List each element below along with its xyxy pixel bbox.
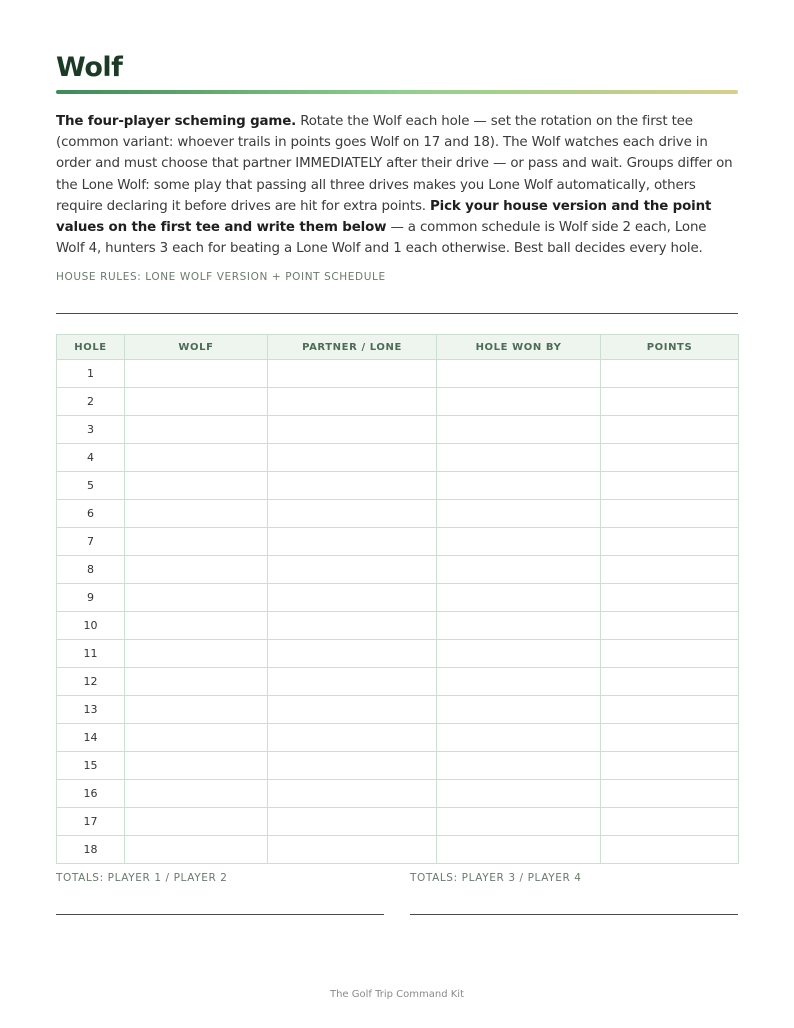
intro-text-1: Rotate the Wolf each hole — set the rotation on the first tee (common variant: whoever trails in points goes Wolf on 17 and 18). The Wolf watches each drive in order and must choose that partner IMMEDIATELY after their drive — or pass and wait. Groups differ on the Lone Wolf: some play that passing all three drives makes you Lone Wolf automatically, others require declaring it before drives are hit for extra points.	[56, 114, 733, 214]
points-cell[interactable]	[601, 472, 739, 500]
table-row	[57, 584, 739, 612]
totals-left-write-line[interactable]	[56, 914, 384, 915]
wolf-cell[interactable]	[125, 500, 268, 528]
wolf-cell[interactable]	[125, 696, 268, 724]
hole-won-by-cell[interactable]	[437, 584, 601, 612]
page	[56, 0, 738, 1028]
wolf-cell[interactable]	[125, 780, 268, 808]
footer: The Golf Trip Command Kit	[329, 989, 464, 1000]
hole-won-by-cell[interactable]	[437, 556, 601, 584]
table-row	[57, 668, 739, 696]
title-rule	[56, 90, 738, 94]
points-cell[interactable]	[601, 640, 739, 668]
wolf-cell[interactable]	[125, 360, 268, 388]
partner-lone-cell[interactable]	[268, 360, 437, 388]
scorecard-table	[56, 334, 739, 864]
header-partner-lone: PARTNER / LONE	[268, 335, 437, 360]
totals-left-label: TOTALS: PLAYER 1 / PLAYER 2	[56, 872, 228, 884]
hole-won-by-cell[interactable]	[437, 836, 601, 864]
points-cell[interactable]	[601, 836, 739, 864]
header-wolf: WOLF	[125, 335, 268, 360]
partner-lone-cell[interactable]	[268, 780, 437, 808]
points-cell[interactable]	[601, 612, 739, 640]
points-cell[interactable]	[601, 444, 739, 472]
partner-lone-cell[interactable]	[268, 752, 437, 780]
table-row	[57, 724, 739, 752]
hole-won-by-cell[interactable]	[437, 780, 601, 808]
partner-lone-cell[interactable]	[268, 696, 437, 724]
table-row	[57, 472, 739, 500]
points-cell[interactable]	[601, 388, 739, 416]
wolf-cell[interactable]	[125, 752, 268, 780]
hole-number: 2	[57, 388, 125, 416]
partner-lone-cell[interactable]	[268, 724, 437, 752]
hole-number: 3	[57, 416, 125, 444]
table-row	[57, 836, 739, 864]
hole-won-by-cell[interactable]	[437, 500, 601, 528]
table-row	[57, 500, 739, 528]
points-cell[interactable]	[601, 360, 739, 388]
page-title: Wolf	[56, 52, 123, 83]
table-row	[57, 696, 739, 724]
wolf-cell[interactable]	[125, 612, 268, 640]
partner-lone-cell[interactable]	[268, 416, 437, 444]
partner-lone-cell[interactable]	[268, 808, 437, 836]
intro-lead: The four-player scheming game.	[56, 114, 297, 129]
intro-instruction: Pick your house version and the point values on the first tee and write them below	[56, 198, 712, 236]
hole-number: 8	[57, 556, 125, 584]
table-row	[57, 612, 739, 640]
hole-won-by-cell[interactable]	[437, 640, 601, 668]
totals-right-label: TOTALS: PLAYER 3 / PLAYER 4	[410, 872, 582, 884]
partner-lone-cell[interactable]	[268, 388, 437, 416]
hole-number: 10	[57, 612, 125, 640]
wolf-cell[interactable]	[125, 724, 268, 752]
wolf-cell[interactable]	[125, 472, 268, 500]
hole-won-by-cell[interactable]	[437, 696, 601, 724]
partner-lone-cell[interactable]	[268, 584, 437, 612]
partner-lone-cell[interactable]	[268, 556, 437, 584]
table-row	[57, 780, 739, 808]
table-header-row	[57, 335, 739, 360]
points-cell[interactable]	[601, 696, 739, 724]
hole-won-by-cell[interactable]	[437, 444, 601, 472]
hole-won-by-cell[interactable]	[437, 528, 601, 556]
hole-won-by-cell[interactable]	[437, 360, 601, 388]
header-hole-won-by: HOLE WON BY	[437, 335, 601, 360]
hole-number: 17	[57, 808, 125, 836]
partner-lone-cell[interactable]	[268, 528, 437, 556]
hole-number: 13	[57, 696, 125, 724]
table-row	[57, 640, 739, 668]
points-cell[interactable]	[601, 808, 739, 836]
hole-number: 1	[57, 360, 125, 388]
table-row	[57, 752, 739, 780]
table-body	[57, 360, 739, 864]
hole-number: 18	[57, 836, 125, 864]
table-row	[57, 416, 739, 444]
wolf-cell[interactable]	[125, 836, 268, 864]
house-rules-write-line[interactable]	[56, 313, 738, 314]
intro-text-2: — a common schedule is Wolf side 2 each, Lone Wolf 4, hunters 3 each for beating a Lone Wolf and 1 each otherwise. Best ball decides every hole.	[56, 220, 707, 257]
partner-lone-cell[interactable]	[268, 836, 437, 864]
hole-number: 5	[57, 472, 125, 500]
wolf-cell[interactable]	[125, 528, 268, 556]
wolf-cell[interactable]	[125, 416, 268, 444]
hole-won-by-cell[interactable]	[437, 388, 601, 416]
partner-lone-cell[interactable]	[268, 668, 437, 696]
partner-lone-cell[interactable]	[268, 472, 437, 500]
wolf-cell[interactable]	[125, 388, 268, 416]
hole-number: 9	[57, 584, 125, 612]
table-row	[57, 444, 739, 472]
table-row	[57, 360, 739, 388]
totals-right-write-line[interactable]	[410, 914, 738, 915]
points-cell[interactable]	[601, 752, 739, 780]
hole-number: 6	[57, 500, 125, 528]
wolf-cell[interactable]	[125, 584, 268, 612]
hole-number: 7	[57, 528, 125, 556]
hole-number: 14	[57, 724, 125, 752]
hole-won-by-cell[interactable]	[437, 472, 601, 500]
wolf-cell[interactable]	[125, 668, 268, 696]
hole-won-by-cell[interactable]	[437, 612, 601, 640]
wolf-cell[interactable]	[125, 808, 268, 836]
hole-number: 15	[57, 752, 125, 780]
points-cell[interactable]	[601, 780, 739, 808]
points-cell[interactable]	[601, 584, 739, 612]
hole-number: 4	[57, 444, 125, 472]
hole-number: 16	[57, 780, 125, 808]
hole-number: 12	[57, 668, 125, 696]
partner-lone-cell[interactable]	[268, 640, 437, 668]
points-cell[interactable]	[601, 528, 739, 556]
partner-lone-cell[interactable]	[268, 500, 437, 528]
table-row	[57, 388, 739, 416]
points-cell[interactable]	[601, 416, 739, 444]
points-cell[interactable]	[601, 500, 739, 528]
points-cell[interactable]	[601, 556, 739, 584]
hole-won-by-cell[interactable]	[437, 724, 601, 752]
hole-won-by-cell[interactable]	[437, 668, 601, 696]
intro-paragraph	[56, 111, 738, 259]
table-row	[57, 556, 739, 584]
partner-lone-cell[interactable]	[268, 444, 437, 472]
wolf-cell[interactable]	[125, 556, 268, 584]
header-hole: HOLE	[57, 335, 125, 360]
table-row	[57, 808, 739, 836]
points-cell[interactable]	[601, 668, 739, 696]
partner-lone-cell[interactable]	[268, 612, 437, 640]
wolf-cell[interactable]	[125, 444, 268, 472]
hole-number: 11	[57, 640, 125, 668]
wolf-cell[interactable]	[125, 640, 268, 668]
hole-won-by-cell[interactable]	[437, 808, 601, 836]
table-row	[57, 528, 739, 556]
house-rules-label: HOUSE RULES: LONE WOLF VERSION + POINT SCHEDULE	[56, 271, 386, 283]
points-cell[interactable]	[601, 724, 739, 752]
hole-won-by-cell[interactable]	[437, 416, 601, 444]
header-points: POINTS	[601, 335, 739, 360]
hole-won-by-cell[interactable]	[437, 752, 601, 780]
